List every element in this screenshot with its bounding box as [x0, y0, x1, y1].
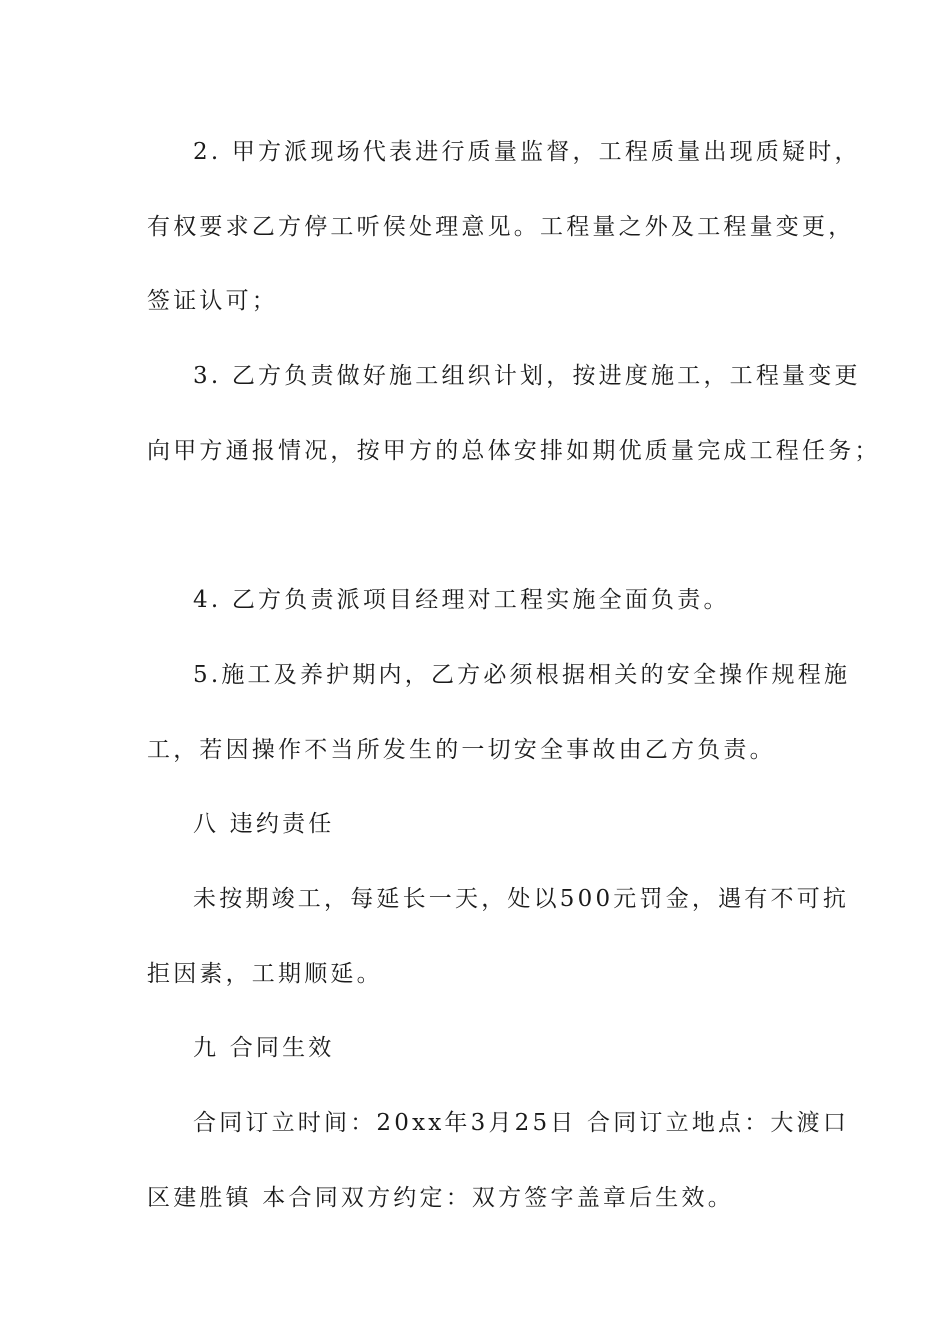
clause-4: 4. 乙方负责派项目经理对工程实施全面负责。	[193, 587, 730, 613]
clause-3-line-1: 3. 乙方负责做好施工组织计划，按进度施工，工程量变更	[193, 363, 861, 389]
breach-text-line-2: 拒因素，工期顺延。	[147, 961, 383, 987]
clause-3-line-2: 向甲方通报情况，按甲方的总体安排如期优质量完成工程任务；	[147, 438, 881, 464]
clause-2-line-2: 有权要求乙方停工听侯处理意见。工程量之外及工程量变更，	[147, 214, 855, 240]
effect-text-line-1: 合同订立时间：20xx年3月25日 合同订立地点：大渡口	[193, 1110, 850, 1136]
section-heading-breach: 八 违约责任	[193, 811, 335, 837]
effect-text-line-2: 区建胜镇 本合同双方约定：双方签字盖章后生效。	[147, 1185, 734, 1211]
clause-2-line-1: 2. 甲方派现场代表进行质量监督，工程质量出现质疑时，	[193, 139, 861, 165]
clause-5-line-1: 5.施工及养护期内，乙方必须根据相关的安全操作规程施	[193, 662, 851, 688]
section-heading-effect: 九 合同生效	[193, 1035, 335, 1061]
clause-5-line-2: 工，若因操作不当所发生的一切安全事故由乙方负责。	[147, 737, 776, 763]
clause-2-line-3: 签证认可；	[147, 288, 278, 314]
breach-text-line-1: 未按期竣工，每延长一天，处以500元罚金，遇有不可抗	[193, 886, 850, 912]
